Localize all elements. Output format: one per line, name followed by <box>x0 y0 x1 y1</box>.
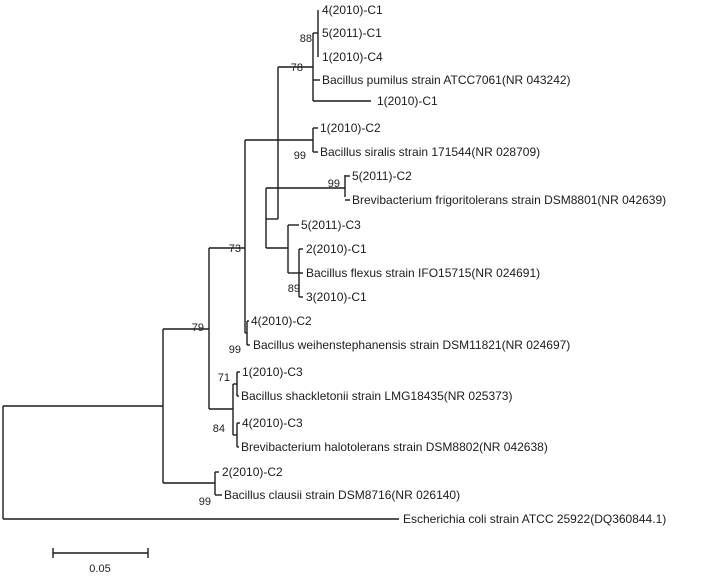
taxon-label: 4(2010)-C2 <box>251 314 312 328</box>
taxon-label: 2(2010)-C1 <box>306 242 367 256</box>
scale-bar-label: 0.05 <box>89 563 111 575</box>
bootstrap-value: 99 <box>198 496 211 508</box>
bootstrap-value: 78 <box>290 62 303 74</box>
taxon-label: Bacillus shackletonii strain LMG18435(NR 025373) <box>241 389 513 403</box>
bootstrap-value: 99 <box>327 178 340 190</box>
taxon-label: Brevibacterium frigoritolerans strain DSM8801(NR 042639) <box>352 193 667 207</box>
taxon-label: 1(2010)-C2 <box>320 121 381 135</box>
taxon-label: 4(2010)-C1 <box>322 3 383 17</box>
bootstrap-value: 88 <box>299 33 312 45</box>
bootstrap-value: 71 <box>217 372 230 384</box>
taxon-label: 5(2011)-C2 <box>352 169 412 183</box>
taxon-label: Bacillus pumilus strain ATCC7061(NR 043242) <box>322 73 571 87</box>
bootstrap-value: 99 <box>228 344 241 356</box>
taxon-label: 1(2010)-C3 <box>242 365 303 379</box>
taxon-label: Bacillus flexus strain IFO15715(NR 024691) <box>306 266 541 280</box>
taxon-label: Escherichia coli strain ATCC 25922(DQ360844.1) <box>403 512 667 526</box>
taxon-label: Brevibacterium halotolerans strain DSM8802(NR 042638) <box>241 440 548 454</box>
bootstrap-value: 73 <box>228 243 241 255</box>
taxon-label: 5(2011)-C3 <box>301 218 361 232</box>
taxon-label: Bacillus weihenstephanensis strain DSM11821(NR 024697) <box>253 338 571 352</box>
taxon-label: Bacillus siralis strain 171544(NR 028709) <box>320 145 541 159</box>
bootstrap-value: 89 <box>287 283 300 295</box>
bootstrap-value: 79 <box>191 322 204 334</box>
taxon-label: 1(2010)-C4 <box>322 50 383 64</box>
taxon-label: 3(2010)-C1 <box>306 290 367 304</box>
taxon-label: 5(2011)-C1 <box>322 26 382 40</box>
bootstrap-value: 84 <box>212 423 225 435</box>
bootstrap-value: 99 <box>293 150 306 162</box>
taxon-label: 1(2010)-C1 <box>377 94 438 108</box>
taxon-label: 2(2010)-C2 <box>222 465 283 479</box>
taxon-label: Bacillus clausii strain DSM8716(NR 026140) <box>224 488 461 502</box>
taxon-label: 4(2010)-C3 <box>242 416 303 430</box>
